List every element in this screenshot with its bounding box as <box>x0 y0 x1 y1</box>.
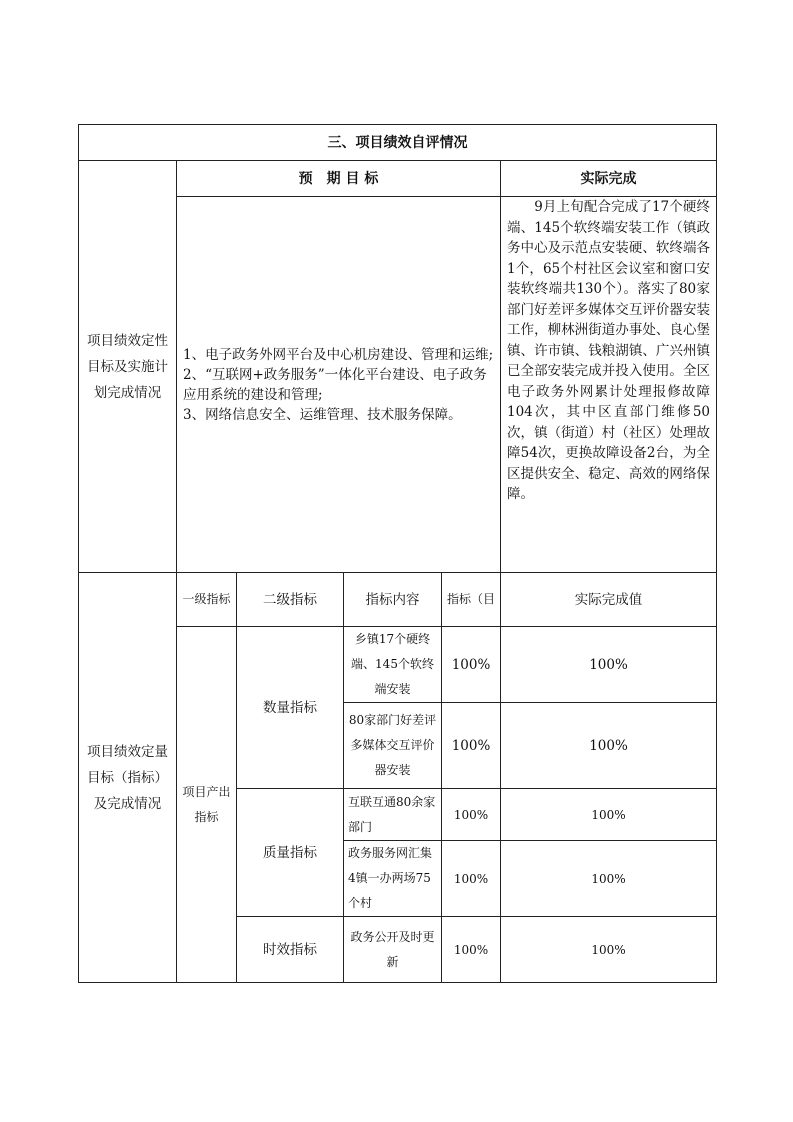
level2-indicator: 数量指标 <box>237 627 344 789</box>
target-value: 100% <box>442 703 501 789</box>
header-actual-value: 实际完成值 <box>501 573 717 627</box>
actual-completion-text: 9月上旬配合完成了17个硬终端、145个软终端安装工作（镇政务中心及示范点安装硬、软终端各1个，65个村社区会议室和窗口安装软终端共130个）。落实了80家部门好差评多媒体交互评价器安装工作，柳林洲街道办事处、良心堡镇、许市镇、钱粮湖镇、广兴州镇已全部安装完成并投入使用。全区电子政务外网累计处理报修故障104次，其中区直部门维修50次，镇（街道）村（社区）处理故障54次，更换故障设备2台，为全区提供安全、稳定、高效的网络保障。 <box>501 197 717 573</box>
header-content: 指标内容 <box>344 573 442 627</box>
indicator-content: 政务服务网汇集4镇一办两场75个村 <box>344 841 442 917</box>
target-value: 100% <box>442 789 501 841</box>
indicator-content: 政务公开及时更新 <box>344 917 442 983</box>
actual-value: 100% <box>501 841 717 917</box>
level2-indicator: 质量指标 <box>237 789 344 917</box>
qualitative-label: 项目绩效定性目标及实施计划完成情况 <box>79 161 177 573</box>
target-value: 100% <box>442 841 501 917</box>
actual-value: 100% <box>501 917 717 983</box>
actual-value: 100% <box>501 789 717 841</box>
target-value: 100% <box>442 627 501 703</box>
expected-goals <box>177 197 501 573</box>
goal-item: 1、电子政务外网平台及中心机房建设、管理和运维; <box>183 346 494 363</box>
quantitative-label: 项目绩效定量目标（指标）及完成情况 <box>79 573 177 983</box>
header-level1: 一级指标 <box>177 573 237 627</box>
indicator-content: 80家部门好差评多媒体交互评价器安装 <box>344 703 442 789</box>
goal-item: 3、网络信息安全、运维管理、技术服务保障。 <box>183 406 462 423</box>
indicator-content: 乡镇17个硬终端、145个软终端安装 <box>344 627 442 703</box>
actual-header: 实际完成 <box>501 161 717 197</box>
level2-indicator: 时效指标 <box>237 917 344 983</box>
header-target: 指标（目 <box>442 573 501 627</box>
goal-item: 2、“互联网+政务服务”一体化平台建设、电子政务应用系统的建设和管理; <box>183 366 487 403</box>
indicator-content: 互联互通80余家部门 <box>344 789 442 841</box>
actual-value: 100% <box>501 703 717 789</box>
expected-header: 预 期 目 标 <box>177 161 501 197</box>
level1-indicator: 项目产出指标 <box>177 627 237 983</box>
header-level2: 二级指标 <box>237 573 344 627</box>
actual-value: 100% <box>501 627 717 703</box>
section-title: 三、项目绩效自评情况 <box>79 125 717 161</box>
performance-table <box>78 124 717 983</box>
target-value: 100% <box>442 917 501 983</box>
